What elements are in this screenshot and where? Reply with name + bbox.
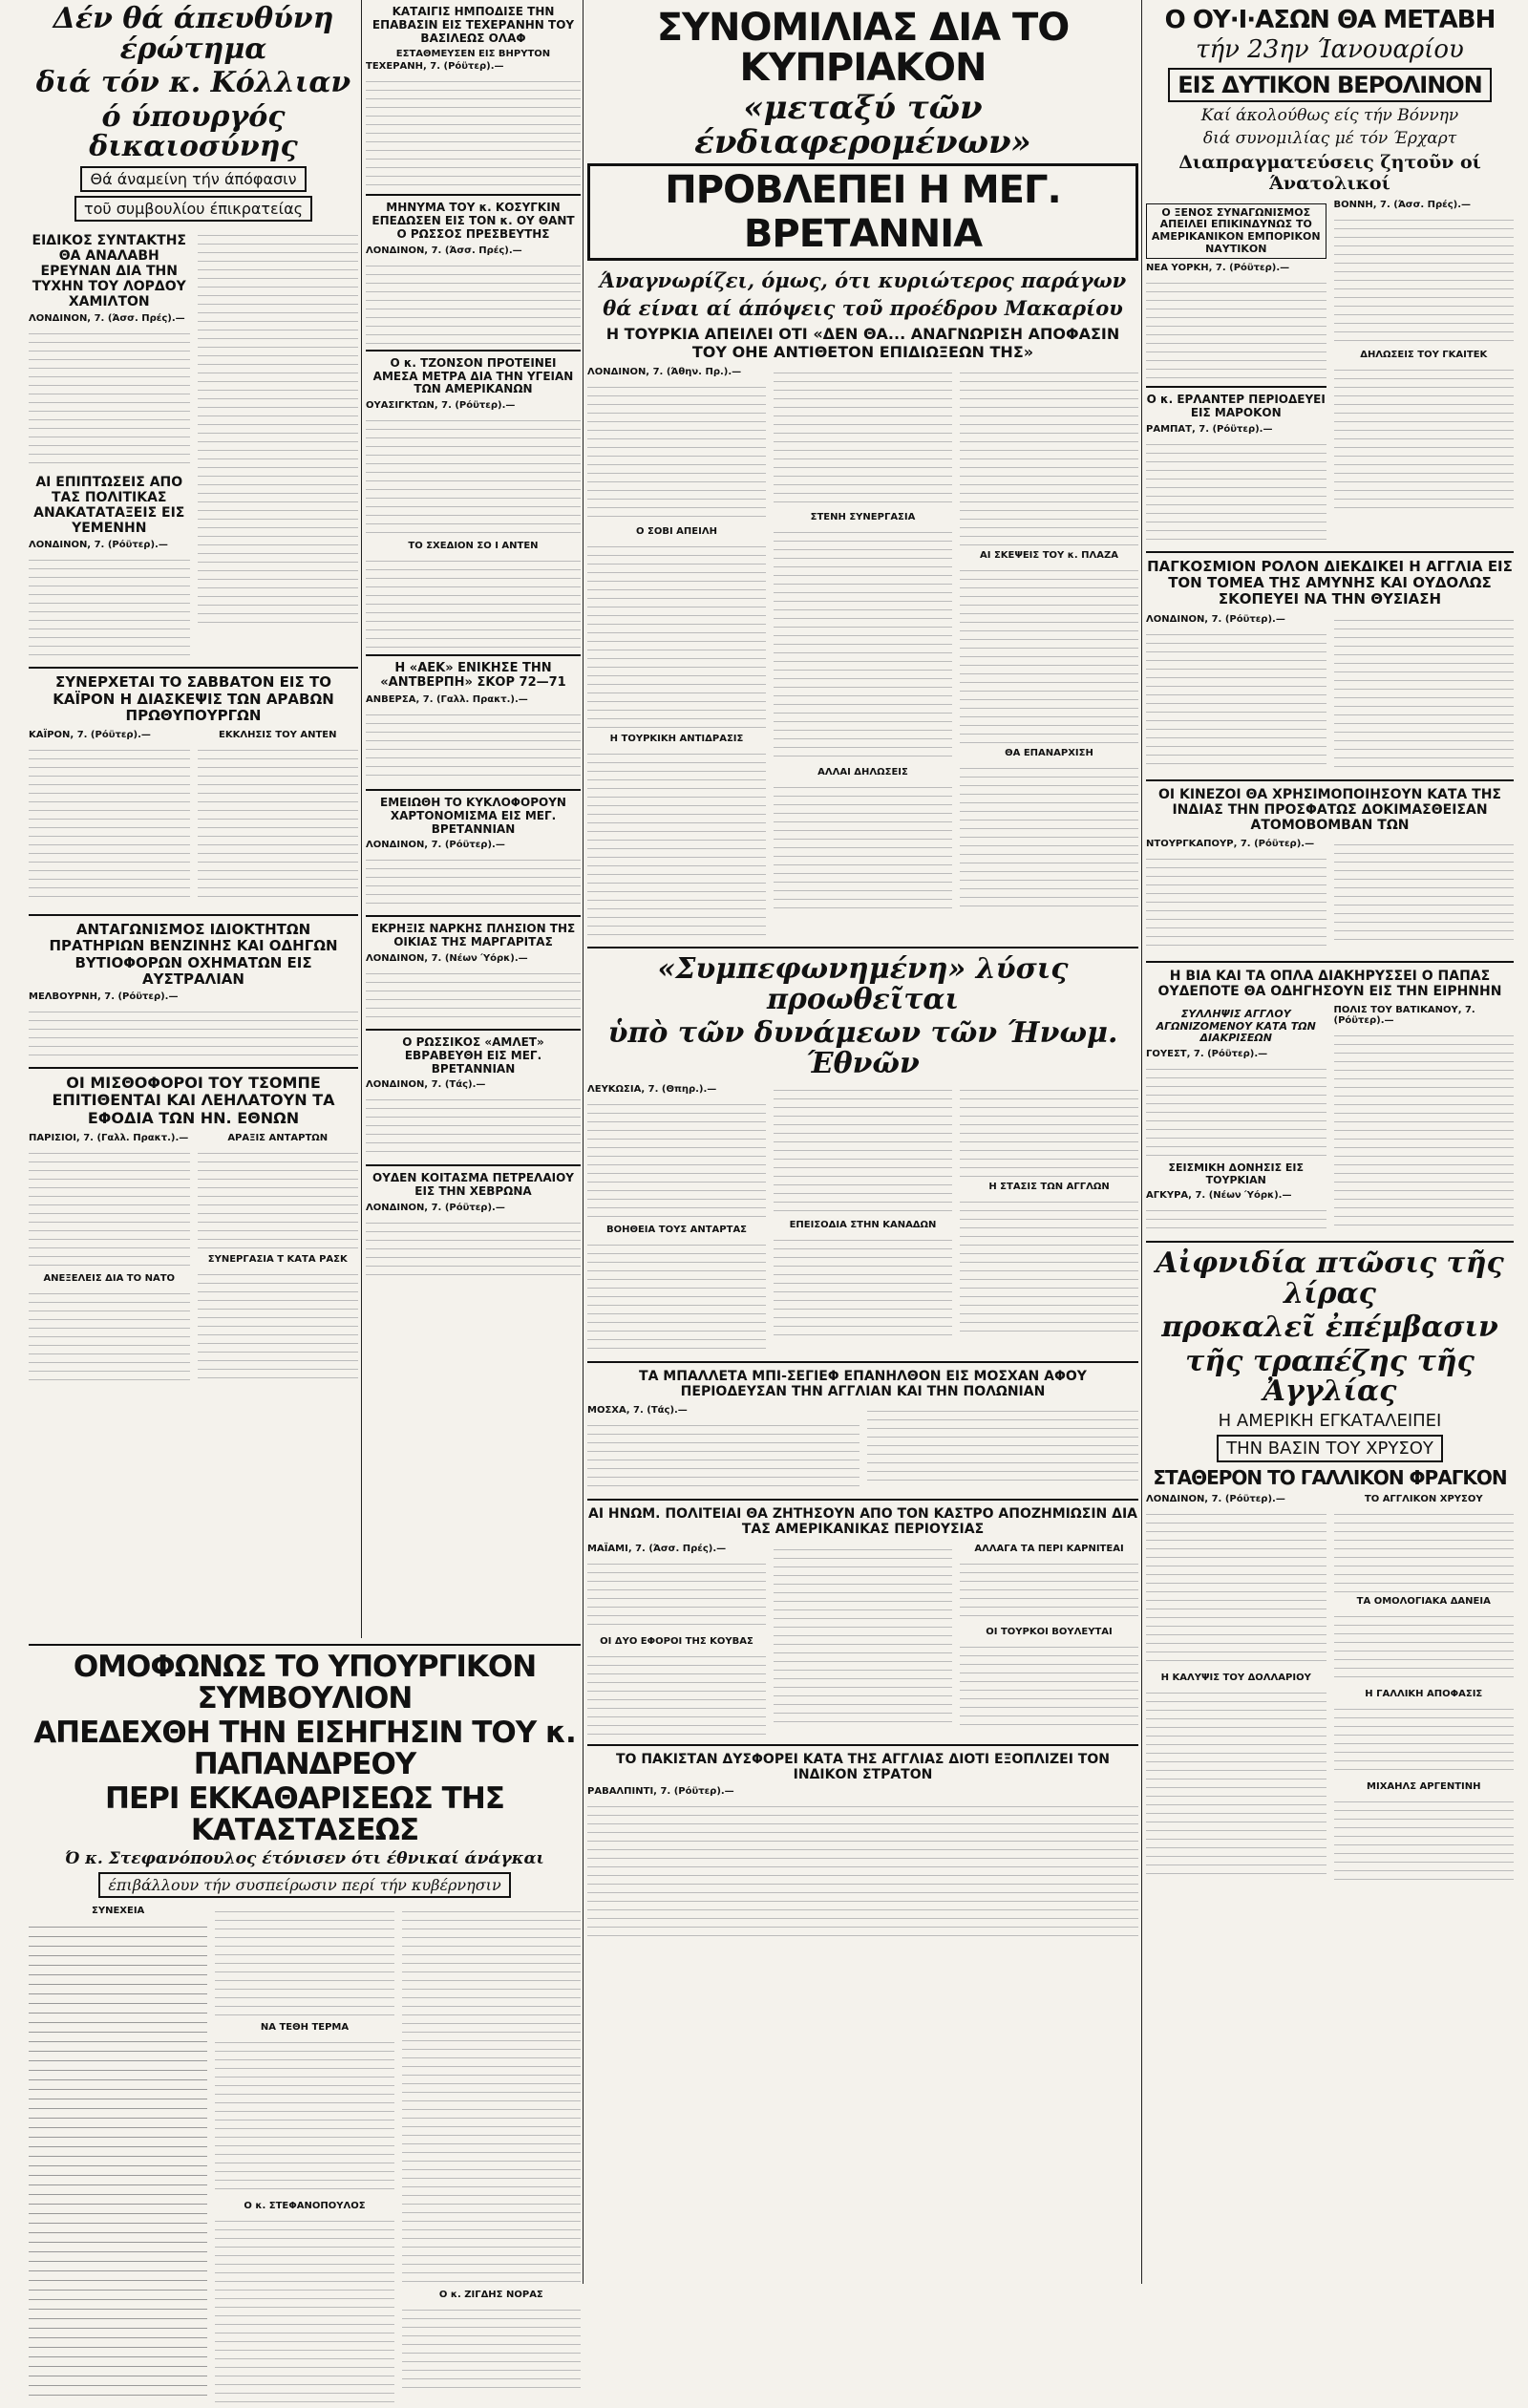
headline-pound-2: προκαλεῖ ἐπέμβασιν xyxy=(1161,1311,1498,1345)
deck-thant-3: Διαπραγματεύσεις ζητοῦν οί Άνατολικοί xyxy=(1178,151,1481,194)
body-cyprus-9 xyxy=(960,760,1138,913)
body-cyprus-2 xyxy=(587,539,766,730)
subhead-agreed-a: ΒΟΗΘΕΙΑ ΤΟΥΣ ΑΝΤΑΡΤΑΣ xyxy=(605,1225,748,1236)
body-papandreou-4 xyxy=(215,2213,393,2404)
subhead-papandreou-d: Ο κ. ΖΙΓΔΗΣ ΝΟΡΑΣ xyxy=(438,2290,543,2301)
body-kollias xyxy=(198,227,359,629)
subhead-pound-a: ΤΟ ΑΓΓΛΙΚΟΝ ΧΡΥΣΟΥ xyxy=(1364,1493,1483,1504)
deck-pound-1: Η ΑΜΕΡΙΚΗ ΕΓΚΑΤΑΛΕΙΠΕΙ xyxy=(1218,1410,1442,1431)
headline-cairo: ΣΥΝΕΡΧΕΤΑΙ ΤΟ ΣΑΒΒΑΤΟΝ ΕΙΣ ΤΟ ΚΑΪΡΟΝ Η ΔΙΑΣΚΕΨΙΣ ΤΩΝ ΑΡΑΒΩΝ ΠΡΩΘΥΠΟΥΡΓΩΝ xyxy=(53,673,334,724)
body-margarita xyxy=(366,966,581,1023)
byline-uk-paper: ΛΟΝΔΙΝΟΝ, 7. (Ρόϋτερ).— xyxy=(366,840,505,851)
body-cyprus-1 xyxy=(587,379,766,522)
body-cyprus-3 xyxy=(587,746,766,937)
body-agreed-4 xyxy=(774,1232,952,1337)
deck-pound-3: ΣΤΑΘΕΡΟΝ ΤΟ ΓΑΛΛΙΚΟΝ ΦΡΑΓΚΟΝ xyxy=(1153,1465,1507,1489)
body-pound-3 xyxy=(1334,1506,1515,1592)
deck-cyprus-1: Άναγνωρίζει, όμως, ότι κυριώτερος παράγων xyxy=(599,268,1127,293)
body-pound-2 xyxy=(1146,1685,1326,1876)
body-castro-5 xyxy=(960,1639,1138,1725)
headline-pope: Η ΒΙΑ ΚΑΙ ΤΑ ΟΠΛΑ ΔΙΑΚΗΡΥΣΣΕΙ Ο ΠΑΠΑΣ ΟΥΔΕΠΟΤΕ ΘΑ ΟΔΗΓΗΣΟΥΝ ΕΙΣ ΤΗΝ ΕΙΡΗΝΗΝ xyxy=(1157,968,1502,999)
subhead-johnson: ΤΟ ΣΧΕΔΙΟΝ ΣΟ Ι ΑΝΤΕΝ xyxy=(408,541,539,552)
headline-amelet: Ο ΡΩΣΣΙΚΟΣ «ΑΜΛΕΤ» ΕΒΡΑΒΕΥΘΗ ΕΙΣ ΜΕΓ. ΒΡΕΤΑΝΝΙΑΝ xyxy=(402,1035,544,1076)
kicker-cyprus: Η ΤΟΥΡΚΙΑ ΑΠΕΙΛΕΙ ΟΤΙ «ΔΕΝ ΘΑ... ΑΝΑΓΝΩΡΙΣΗ ΑΠΟΦΑΣΙΝ ΤΟΥ ΟΗΕ ΑΝΤΙΘΕΤΟΝ ΕΠΙΔΙΩΞΕΩΝ ΤΗΣ» xyxy=(605,325,1120,361)
right-column xyxy=(1146,0,1514,2284)
body-tshombe-1 xyxy=(198,1145,359,1250)
center-column xyxy=(587,0,1138,2284)
byline-agreed: ΛΕΥΚΩΣΙΑ, 7. (Θπηρ.).— xyxy=(587,1084,717,1096)
body-papandreou-5 xyxy=(402,1904,581,2286)
subhead-cyprus-c: ΑΙ ΣΚΕΨΕΙΣ ΤΟΥ κ. ΠΛΑΖΑ xyxy=(980,550,1118,562)
byline-castro: ΜΑΪΑΜΙ, 7. (Άσσ. Πρές).— xyxy=(587,1543,727,1554)
body-england-role-2 xyxy=(1334,612,1515,770)
byline-australia: ΜΕΛΒΟΥΡΝΗ, 7. (Ρόϋτερ).— xyxy=(29,991,179,1003)
subhead-cairo: ΕΚΚΛΗΣΙΣ ΤΟΥ ΑΝΤΕΝ xyxy=(219,730,337,741)
subhead-papandreou-b: ΝΑ ΤΕΘΗ ΤΕΡΜΑ xyxy=(260,2022,350,2034)
body-yemen xyxy=(29,552,190,657)
headline-hamilton: ΕΙΔΙΚΟΣ ΣΥΝΤΑΚΤΗΣ ΘΑ ΑΝΑΛΑΒΗ ΕΡΕΥΝΑΝ ΔΙΑ ΤΗΝ ΤΥΧΗΝ ΤΟΥ ΛΟΡΔΟΥ ΧΑΜΙΛΤΟΝ xyxy=(32,232,186,309)
subhead-pound-b: ΤΑ ΟΜΟΛΟΓΙΑΚΑ ΔΑΝΕΙΑ xyxy=(1356,1595,1491,1607)
body-cairo-2 xyxy=(198,742,359,905)
headline-thant-3: ΕΙΣ ΔΥΤΙΚΟΝ ΒΕΡΟΛΙΝΟΝ xyxy=(1168,68,1492,102)
byline-cyprus: ΛΟΝΔΙΝΟΝ, 7. (Άθην. Πρ.).— xyxy=(587,367,742,378)
body-pound-5 xyxy=(1334,1701,1515,1778)
subhead-tshombe-2: ΣΥΝΕΡΓΑΣΙΑ Τ ΚΑΤΑ ΡΑΣΚ xyxy=(207,1254,348,1266)
deck-thant-1: Καί άκολούθως είς τήν Βόννην xyxy=(1200,105,1459,125)
headline-papandreou-1: ΟΜΟΦΩΝΩΣ ΤΟ ΥΠΟΥΡΓΙΚΟΝ ΣΥΜΒΟΥΛΙΟΝ xyxy=(73,1650,537,1715)
body-kosygin xyxy=(366,258,581,344)
body-agreed-3 xyxy=(774,1082,952,1216)
body-olaf xyxy=(366,74,581,188)
subhead-papandreou-c: Ο κ. ΣΤΕΦΑΝΟΠΟΥΛΟΣ xyxy=(244,2201,366,2212)
headline-kollias-2: διά τόν κ. Κόλλιαν xyxy=(35,66,351,99)
byline-yemen: ΛΟΝΔΙΝΟΝ, 7. (Ρόϋτερ).— xyxy=(29,540,168,551)
subhead-agreed-c: Η ΣΤΑΣΙΣ ΤΩΝ ΑΓΓΛΩΝ xyxy=(988,1182,1110,1193)
body-tshombe xyxy=(29,1145,190,1269)
second-column xyxy=(366,0,581,1633)
body-castro-4 xyxy=(960,1556,1138,1623)
body-china-1 xyxy=(1146,851,1326,951)
headline-margarita: ΕΚΡΗΞΙΣ ΝΑΡΚΗΣ ΠΛΗΣΙΟΝ ΤΗΣ ΟΙΚΙΑΣ ΤΗΣ ΜΑΡΓΑΡΙΤΑΣ xyxy=(371,922,576,949)
headline-yemen: ΑΙ ΕΠΙΠΤΩΣΕΙΣ ΑΠΟ ΤΑΣ ΠΟΛΙΤΙΚΑΣ ΑΝΑΚΑΤΑΤΑΞΕΙΣ ΕΙΣ ΥΕΜΕΝΗΝ xyxy=(33,474,185,537)
byline-thant: ΒΟΝΝΗ, 7. (Άσσ. Πρές).— xyxy=(1333,199,1472,210)
body-papandreou-6 xyxy=(402,2302,581,2388)
byline-johnson: ΟΥΑΣΙΓΚΤΩΝ, 7. (Ρόϋτερ).— xyxy=(366,400,516,412)
byline-tshombe: ΠΑΡΙΣΙΟΙ, 7. (Γαλλ. Πρακτ.).— xyxy=(29,1133,189,1144)
byline-england-role: ΛΟΝΔΙΝΟΝ, 7. (Ρόϋτερ).— xyxy=(1146,613,1285,625)
subhead-olaf: ΕΣΤΑΘΜΕΥΣΕΝ ΕΙΣ ΒΗΡΥΤΟΝ xyxy=(395,49,551,60)
body-uk-paper xyxy=(366,852,581,909)
body-cyprus-6 xyxy=(774,779,952,913)
byline-china: ΝΤΟΥΡΓΚΑΠΟΥΡ, 7. (Ρόϋτερ).— xyxy=(1146,838,1315,849)
article-kollias xyxy=(29,4,358,222)
subhead-castro-c: ΟΙ ΤΟΥΡΚΟΙ ΒΟΥΛΕΥΤΑΙ xyxy=(986,1626,1113,1637)
headline-pound-1: Αἰφνιδία πτῶσις τῆς λίρας xyxy=(1156,1247,1504,1311)
body-cyprus-7 xyxy=(960,365,1138,546)
headline-china: ΟΙ ΚΙΝΕΖΟΙ ΘΑ ΧΡΗΣΙΜΟΠΟΙΗΣΟΥΝ ΚΑΤΑ ΤΗΣ ΙΝΔΙΑΣ ΤΗΝ ΠΡΟΣΦΑΤΩΣ ΔΟΚΙΜΑΣΘΕΙΣΑΝ ΑΤΟΜΟΒΟΜΒΑΝ ΤΩΝ xyxy=(1158,786,1501,833)
body-tshombe-3 xyxy=(29,1286,190,1381)
subhead-cyprus-d: Η ΤΟΥΡΚΙΚΗ ΑΝΤΙΔΡΑΣΙΣ xyxy=(609,734,744,745)
byline-hebron: ΛΟΝΔΙΝΟΝ, 7. (Ρόϋτερ).— xyxy=(366,1203,505,1214)
body-castro-2 xyxy=(587,1649,766,1735)
body-pound-6 xyxy=(1334,1794,1515,1880)
body-johnson xyxy=(366,413,581,537)
byline-olaf: ΤΕΧΕΡΑΝΗ, 7. (Ρόϋτερ).— xyxy=(366,61,504,73)
headline-pound-3: τῆς τραπέζης τῆς Ἀγγλίας xyxy=(1185,1344,1475,1409)
byline-moscow: ΜΟΣΧΑ, 7. (Τάς).— xyxy=(587,1405,688,1417)
subhead-agreed-b: ΕΠΕΙΣΟΔΙΑ ΣΤΗΝ ΚΑΝΑΔΩΝ xyxy=(789,1220,937,1231)
body-moscow-1 xyxy=(587,1417,860,1489)
byline-pound: ΛΟΝΔΙΝΟΝ, 7. (Ρόϋτερ).— xyxy=(1146,1493,1285,1504)
byline-arrest: ΓΟΥΕΣΤ, 7. (Ρόϋτερ).— xyxy=(1146,1048,1268,1059)
column-rule xyxy=(583,0,584,2284)
byline-amelet: ΛΟΝΔΙΝΟΝ, 7. (Τάς).— xyxy=(366,1079,486,1091)
body-australia xyxy=(29,1004,358,1061)
body-cyprus-4 xyxy=(774,365,952,508)
body-arrest xyxy=(1146,1061,1326,1157)
headline-papandreou-3: ΠΕΡΙ ΕΚΚΑΘΑΡΙΣΕΩΣ ΤΗΣ ΚΑΤΑΣΤΑΣΕΩΣ xyxy=(105,1781,504,1847)
headline-hebron: ΟΥΔΕΝ ΚΟΙΤΑΣΜΑ ΠΕΤΡΕΛΑΙΟΥ ΕΙΣ ΤΗΝ ΧΕΒΡΩΝΑ xyxy=(372,1171,574,1199)
body-moscow-2 xyxy=(867,1403,1139,1484)
body-agreed-5 xyxy=(960,1082,1138,1178)
deck-kollias: Θά άναμείνη τήν άπόφασιν xyxy=(80,166,306,192)
subhead-pound-e: Η ΚΑΛΥΨΙΣ ΤΟΥ ΔΟΛΛΑΡΙΟΥ xyxy=(1160,1672,1311,1683)
headline-cyprus-1: ΣΥΝΟΜΙΛΙΑΣ ΔΙΑ ΤΟ ΚΥΠΡΙΑΚΟΝ xyxy=(656,6,1070,90)
subhead-cyprus-f: ΑΛΛΑΙ ΔΗΛΩΣΕΙΣ xyxy=(817,767,908,778)
body-hamilton xyxy=(29,326,190,469)
body-castro-3 xyxy=(774,1542,952,1723)
body-thant-2 xyxy=(1334,362,1515,515)
deck-papandreou-2: έπιβάλλουν τήν συσπείρωσιν περί τήν κυβέρνησιν xyxy=(98,1872,510,1898)
headline-australia: ΑΝΤΑΓΩΝΙΣΜΟΣ ΙΔΙΟΚΤΗΤΩΝ ΠΡΑΤΗΡΙΩΝ ΒΕΝΖΙΝΗΣ ΚΑΙ ΟΔΗΓΩΝ ΒΥΤΙΟΦΟΡΩΝ ΟΧΗΜΑΤΩΝ ΕΙΣ ΑΥΣΤΡΑΛΙΑΝ xyxy=(49,921,338,988)
headline-thant-2: τήν 23ην Ίανουαρίου xyxy=(1196,35,1464,65)
headline-olaf: ΚΑΤΑΙΓΙΣ ΗΜΠΟΔΙΣΕ ΤΗΝ ΕΠΑΒΑΣΙΝ ΕΙΣ ΤΕΧΕΡΑΝΗΝ ΤΟΥ ΒΑΣΙΛΕΩΣ ΟΛΑΦ xyxy=(371,5,575,45)
byline-pakistan: ΡΑΒΑΛΠΙΝΤΙ, 7. (Ρόϋτερ).— xyxy=(587,1785,734,1797)
headline-synagogue: Ο ΞΕΝΟΣ ΣΥΝΑΓΩΝΙΣΜΟΣ ΑΠΕΙΛΕΙ ΕΠΙΚΙΝΔΥΝΩΣ ΤΟ ΑΜΕΡΙΚΑΝΙΚΟΝ ΕΜΠΟΡΙΚΟΝ ΝΑΥΤΙΚΟΝ xyxy=(1146,203,1326,260)
body-cyprus-5 xyxy=(774,524,952,763)
headline-arrest: ΣΥΛΛΗΨΙΣ ΑΓΓΛΟΥ ΑΓΩΝΙΖΟΜΕΝΟΥ ΚΑΤΑ ΤΩΝ ΔΙΑΚΡΙΣΕΩΝ xyxy=(1156,1007,1316,1045)
subhead-cyprus-e: ΘΑ ΕΠΑΝΑΡΧΙΣΗ xyxy=(1005,748,1093,759)
headline-kollias-1: Δέν θά άπευθύνη έρώτημα xyxy=(53,2,334,66)
deck-cyprus-2: θά είναι αί άπόψεις τοῦ προέδρου Μακαρίου xyxy=(603,296,1123,321)
headline-uk-paper: ΕΜΕΙΩΘΗ ΤΟ ΚΥΚΛΟΦΟΡΟΥΝ ΧΑΡΤΟΝΟΜΙΣΜΑ ΕΙΣ ΜΕΓ. ΒΡΕΤΑΝΝΙΑΝ xyxy=(380,796,566,836)
body-quake xyxy=(1146,1203,1326,1231)
byline-hamilton: ΛΟΝΔΙΝΟΝ, 7. (Άσσ. Πρές).— xyxy=(29,312,185,324)
headline-agreed-2: ὑπὸ τῶν δυνάμεων τῶν Ήνωμ. Έθνῶν xyxy=(607,1016,1118,1080)
byline-synagogue: ΝΕΑ ΥΟΡΚΗ, 7. (Ρόϋτερ).— xyxy=(1146,263,1290,274)
subhead-pound-c: Η ΓΑΛΛΙΚΗ ΑΠΟΦΑΣΙΣ xyxy=(1365,1688,1483,1699)
body-pakistan xyxy=(587,1799,1138,1942)
subhead-thant: ΔΗΛΩΣΕΙΣ ΤΟΥ ΓΚΑΙΤΕΚ xyxy=(1360,349,1488,360)
body-papandreou-3 xyxy=(215,2035,393,2197)
byline-margarita: ΛΟΝΔΙΝΟΝ, 7. (Νέων Ύόρκ).— xyxy=(366,953,528,965)
headline-johnson: Ο κ. ΤΖΟΝΣΟΝ ΠΡΟΤΕΙΝΕΙ ΑΜΕΣΑ ΜΕΤΡΑ ΔΙΑ ΤΗΝ ΥΓΕΙΑΝ ΤΩΝ ΑΜΕΡΙΚΑΝΩΝ xyxy=(372,355,574,396)
subhead-pound-d: ΜΙΧΑΗΛΣ ΑΡΓΕΝΤΙΝΗ xyxy=(1367,1780,1481,1792)
headline-kosygin: ΜΗΝΥΜΑ ΤΟΥ κ. ΚΟΣΥΓΚΙΝ ΕΠΕΔΩΣΕΝ ΕΙΣ ΤΟΝ κ. ΟΥ ΘΑΝΤ Ο ΡΩΣΣΟΣ ΠΡΕΣΒΕΥΤΗΣ xyxy=(371,201,575,241)
body-pound-1 xyxy=(1146,1506,1326,1669)
subhead-cyprus-b: Ο ΣΟΒΙ ΑΠΕΙΛΗ xyxy=(636,526,717,538)
body-agreed-2 xyxy=(587,1237,766,1352)
subhead-tshombe-1: ΑΡΑΞΙΣ ΑΝΤΑΡΤΩΝ xyxy=(227,1133,329,1144)
headline-tshombe: ΟΙ ΜΙΣΘΟΦΟΡΟΙ ΤΟΥ ΤΣΟΜΠΕ ΕΠΙΤΙΘΕΝΤΑΙ ΚΑΙ ΛΕΗΛΑΤΟΥΝ ΤΑ ΕΦΟΔΙΑ ΤΩΝ ΗΝ. ΕΘΝΩΝ xyxy=(52,1074,335,1127)
headline-cyprus-3: ΠΡΟΒΛΕΠΕΙ Η ΜΕΓ. ΒΡΕΤΑΝΝΙΑ xyxy=(587,163,1138,261)
body-pope xyxy=(1334,1028,1515,1228)
headline-pakistan: ΤΟ ΠΑΚΙΣΤΑΝ ΔΥΣΦΟΡΕΙ ΚΑΤΑ ΤΗΣ ΑΓΓΛΙΑΣ ΔΙΟΤΙ ΕΞΟΠΛΙΖΕΙ ΤΟΝ ΙΝΔΙΚΟΝ ΣΤΡΑΤΟΝ xyxy=(616,1751,1110,1782)
byline-cairo: ΚΑΪΡΟΝ, 7. (Ρόϋτερ).— xyxy=(29,730,151,741)
subhead-castro-a: ΟΙ ΔΥΟ ΕΦΟΡΟΙ ΤΗΣ ΚΟΥΒΑΣ xyxy=(600,1635,753,1647)
headline-kollias-3: ό ύπουργός δικαιοσύνης xyxy=(89,99,298,163)
headline-cyprus-2: «μεταξύ τῶν ένδιαφερομένων» xyxy=(694,89,1031,161)
subhead-cyprus-a: ΣΤΕΝΗ ΣΥΝΕΡΓΑΣΙΑ xyxy=(810,512,916,523)
byline-kosygin: ΛΟΝΔΙΝΟΝ, 7. (Άσσ. Πρές).— xyxy=(366,245,522,256)
article-papandreou xyxy=(29,1638,581,2301)
headline-thant-1: Ο ΟΥ·Ι·ΑΣΩΝ ΘΑ ΜΕΤΑΒΗ xyxy=(1164,6,1496,34)
body-cyprus-8 xyxy=(960,563,1138,744)
headline-aek: Η «ΑΕΚ» ΕΝΙΚΗΣΕ ΤΗΝ «ΑΝΤΒΕΡΠΗ» ΣΚΟΡ 72—71 xyxy=(380,661,566,691)
body-amelet xyxy=(366,1092,581,1159)
deck-pound-2: ΤΗΝ ΒΑΣΙΝ ΤΟΥ ΧΡΥΣΟΥ xyxy=(1217,1435,1443,1462)
column-rule xyxy=(1141,0,1142,2284)
body-agreed-6 xyxy=(960,1194,1138,1337)
headline-england-role: ΠΑΓΚΟΣΜΙΟΝ ΡΟΛΟΝ ΔΙΕΚΔΙΚΕΙ Η ΑΓΓΛΙΑ ΕΙΣ ΤΟΝ ΤΟΜΕΑ ΤΗΣ ΑΜΥΝΗΣ ΚΑΙ ΟΥΔΟΛΩΣ ΣΚΟΠΕΥΕΙ ΝΑ ΤΗΝ ΘΥΣΙΑΣΗ xyxy=(1147,557,1513,608)
body-erhard xyxy=(1146,437,1326,542)
body-pound-4 xyxy=(1334,1609,1515,1685)
body-synagogue xyxy=(1146,275,1326,380)
byline-quake: ΑΓΚΥΡΑ, 7. (Νέων Ύόρκ).— xyxy=(1146,1190,1292,1202)
deck-kollias-2: τοῦ συμβουλίου έπικρατείας xyxy=(74,196,312,222)
body-cairo xyxy=(29,742,190,905)
byline-aek: ΑΝΒΕΡΣΑ, 7. (Γαλλ. Πρακτ.).— xyxy=(366,694,528,706)
body-england-role-1 xyxy=(1146,627,1326,770)
body-hebron xyxy=(366,1215,581,1282)
body-castro-1 xyxy=(587,1556,766,1632)
byline-pope: ΠΟΛΙΣ ΤΟΥ ΒΑΤΙΚΑΝΟΥ, 7. (Ρόϋτερ).— xyxy=(1333,1004,1475,1026)
body-aek xyxy=(366,707,581,783)
byline-erhard: ΡΑΜΠΑΤ, 7. (Ρόϋτερ).— xyxy=(1146,423,1273,435)
headline-moscow: ΤΑ ΜΠΑΛΛΕΤΑ ΜΠΙ-ΣΕΓΙΕΦ ΕΠΑΝΗΛΘΟΝ ΕΙΣ ΜΟΣΧΑΝ ΑΦΟΥ ΠΕΡΙΟΔΕΥΣΑΝ ΤΗΝ ΑΓΓΛΙΑΝ ΚΑΙ ΤΗΝ ΠΟΛΩΝΙΑΝ xyxy=(639,1369,1087,1400)
deck-papandreou-1: Ό κ. Στεφανόπουλος έτόνισεν ότι έθνικαί άνάγκαι xyxy=(65,1849,544,1869)
headline-quake: ΣΕΙΣΜΙΚΗ ΔΟΝΗΣΙΣ ΕΙΣ ΤΟΥΡΚΙΑΝ xyxy=(1168,1161,1305,1186)
body-thant-1 xyxy=(1334,212,1515,346)
body-papandreou-1 xyxy=(29,1918,207,2396)
body-johnson-2 xyxy=(366,553,581,649)
headline-castro: ΑΙ ΗΝΩΜ. ΠΟΛΙΤΕΙΑΙ ΘΑ ΖΗΤΗΣΟΥΝ ΑΠΟ ΤΟΝ ΚΑΣΤΡΟ ΑΠΟΖΗΜΙΩΣΙΝ ΔΙΑ ΤΑΣ ΑΜΕΡΙΚΑΝΙΚΑΣ ΠΕΡΙΟΥΣΙΑΣ xyxy=(587,1506,1138,1538)
headline-agreed-1: «Συμπεφωνημένη» λύσις προωθεῖται xyxy=(657,952,1069,1016)
body-tshombe-2 xyxy=(198,1267,359,1381)
body-agreed-1 xyxy=(587,1097,766,1221)
subhead-papandreou-a: ΣΥΝΕΧΕΙΑ xyxy=(92,1906,145,1917)
headline-erhard: Ο κ. ΕΡΛΑΝΤΕΡ ΠΕΡΙΟΔΕΥΕΙ ΕΙΣ ΜΑΡΟΚΟΝ xyxy=(1146,393,1326,419)
headline-papandreou-2: ΑΠΕΔΕΧΘΗ ΤΗΝ ΕΙΣΗΓΗΣΙΝ ΤΟΥ κ. ΠΑΠΑΝΔΡΕΟΥ xyxy=(33,1715,576,1781)
body-papandreou-2 xyxy=(215,1904,393,2018)
deck-thant-2: διά συνομιλίας μέ τόν Έρχαρτ xyxy=(1202,128,1457,148)
subhead-tshombe-3: ΑΝΕΞΕΛΕΙΣ ΔΙΑ ΤΟ ΝΑΤΟ xyxy=(43,1273,176,1285)
subhead-castro-b: ΑΛΛΑΓΑ ΤΑ ΠΕΡΙ ΚΑΡΝΙΤΕΑΙ xyxy=(974,1543,1124,1554)
body-china-2 xyxy=(1334,837,1515,947)
